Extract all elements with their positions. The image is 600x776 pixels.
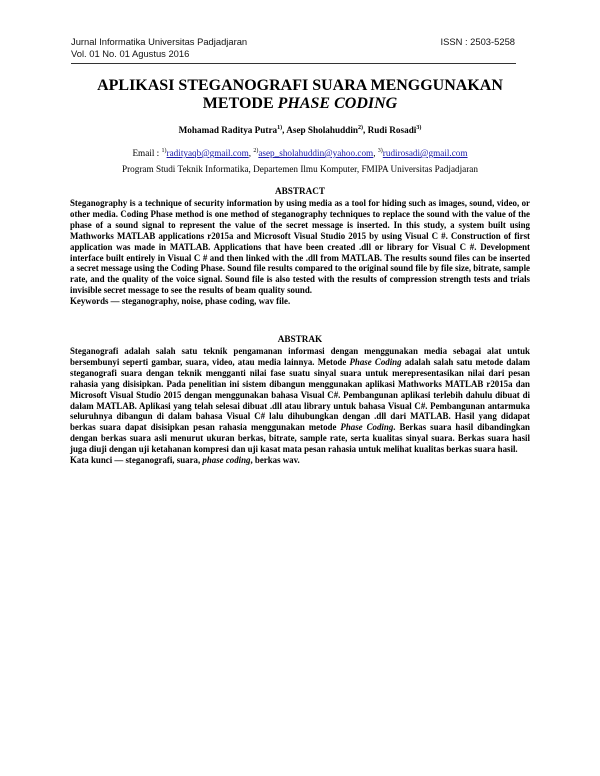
author-emails: Email : $^{1)}$radityaqb@gmail.com, $^{2)}$asep_sholahuddin@yahoo.com, $^{3)}$rudirosadi@gmail.com — [132, 148, 468, 159]
abstrak-keywords — [70, 455, 530, 466]
header-rule — [71, 63, 516, 64]
title-line-1: APLIKASI STEGANOGRAFI SUARA MENGGUNAKAN — [97, 77, 503, 94]
email-label: Email : — [132, 148, 162, 159]
abstrak-paragraph — [70, 346, 530, 455]
abstrak-part-2: adalah salah satu metode dalam steganografi suara dengan teknik mengganti nilai fase suatu sinyal suara untuk merepresentasikan nilai dari pesan rahasia yang disisipkan. Pada penelitian ini sistem dibangun menggunakan aplikasi Mathworks MATLAB r2015a dan Microsoft Visual Studio 2015 dengan menggunakan bahasa Visual C#. Pembangunan aplikasi terlebih dahulu dibuat di dalam MATLAB. Aplikasi yang telah selesai dibuat .dll atau library untuk bahasa Visual C#. Pembangunan antarmuka seluruhnya dibangun di dalam bahasa Visual C# lalu dihubungkan dengan .dll dari MATLAB. Hasil yang didapat berkas suara dapat disisipkan pesan rahasia menggunakan metode — [70, 356, 530, 433]
email-2-sup: 2) — [253, 148, 259, 154]
author-1: Mohamad Raditya Putra — [178, 125, 278, 136]
email-link-2[interactable]: asep_sholahuddin@yahoo.com — [258, 148, 374, 159]
author-2: Asep Sholahuddin — [286, 125, 358, 136]
paper-title — [60, 77, 540, 113]
abstrak-part-1: Steganografi adalah salah satu teknik pengamanan informasi dengan menggunakan media sebagai alat untuk bersembunyi seperti gambar, suara, video, atau media lainnya. Metode — [70, 346, 530, 367]
journal-volume: Vol. 01 No. 01 Agustus 2016 — [71, 48, 190, 59]
abstract-body — [70, 198, 530, 307]
author-list: Mohamad Raditya Putra$^{1)}$, Asep Sholahuddin$^{2)}$, Rudi Rosadi$^{3)}$ — [178, 125, 422, 136]
journal-name: Jurnal Informatika Universitas Padjadjaran — [71, 36, 248, 47]
author-3: Rudi Rosadi — [367, 125, 417, 136]
abstrak-italic-2: Phase Coding — [340, 422, 394, 433]
abstrak-part-3: . Berkas suara hasil dibandingkan dengan berkas suara asli menurut ukuran berkas, bitrate, sample rate, serta kualitas sinyal suara. Berkas suara hasil juga diuji dengan uji ketahanan kompresi dan uji kasat mata pesan rahasia untuk melihat kualitas berkas suara hasil. — [70, 422, 530, 455]
abstrak-kw-suffix: , berkas wav. — [250, 455, 300, 466]
abstrak-italic-1: Phase Coding — [349, 356, 402, 367]
abstrak-heading: ABSTRAK — [277, 334, 323, 344]
abstract-keywords: Keywords — steganography, noise, phase coding, wav file. — [70, 296, 291, 307]
author-1-sup: 1) — [277, 125, 283, 131]
author-2-sup: 2) — [358, 125, 363, 131]
title-line-2 — [60, 95, 540, 113]
title-line-2-prefix: METODE — [202, 95, 278, 112]
title-line-2-italic: PHASE CODING — [277, 95, 398, 112]
abstract-heading: ABSTRACT — [274, 186, 326, 196]
abstract-paragraph: Steganography is a technique of security information by using media as a tool for hiding such as images, sound, video, or other media. Coding Phase method is one method of steganography techniques to replace the sound with the value of the phase of a sound signal to represent the value of the secret message is inserted. In this study, a system built using Mathworks MATLAB applications r2015a and Microsoft Visual Studio 2015 by using Visual C #. Construction of first application was made in MATLAB. Applications that have been created .dll or library for Visual C #. Development interface built entirely in Visual C # and then linked with the .dll from MATLAB. The results sound files can be inserted a secret message using the Coding Phase. Sound file results compared to the original sound file by file size, bitrate, sample rate, and the quality of the voice signal. Sound file is also tested with the results of compression strength tests and trials invisible secret message to see the results of beam quality sound. — [70, 198, 530, 296]
running-header-right — [440, 36, 515, 48]
abstrak-kw-italic: phase coding — [202, 455, 251, 466]
journal-issn: ISSN : 2503-5258 — [440, 36, 515, 47]
email-link-1[interactable]: radityaqb@gmail.com — [166, 148, 249, 159]
abstrak-body — [70, 346, 530, 466]
author-3-sup: 3) — [416, 125, 422, 131]
running-header-left — [71, 36, 247, 60]
email-link-3[interactable]: rudirosadi@gmail.com — [382, 148, 468, 159]
affiliation: Program Studi Teknik Informatika, Departemen Ilmu Komputer, FMIPA Universitas Padjadjaran — [122, 164, 478, 174]
abstrak-kw-prefix: Kata kunci — steganografi, suara, — [70, 455, 203, 466]
email-1-sup: 1) — [161, 148, 167, 154]
email-3-sup: 3) — [377, 148, 383, 154]
